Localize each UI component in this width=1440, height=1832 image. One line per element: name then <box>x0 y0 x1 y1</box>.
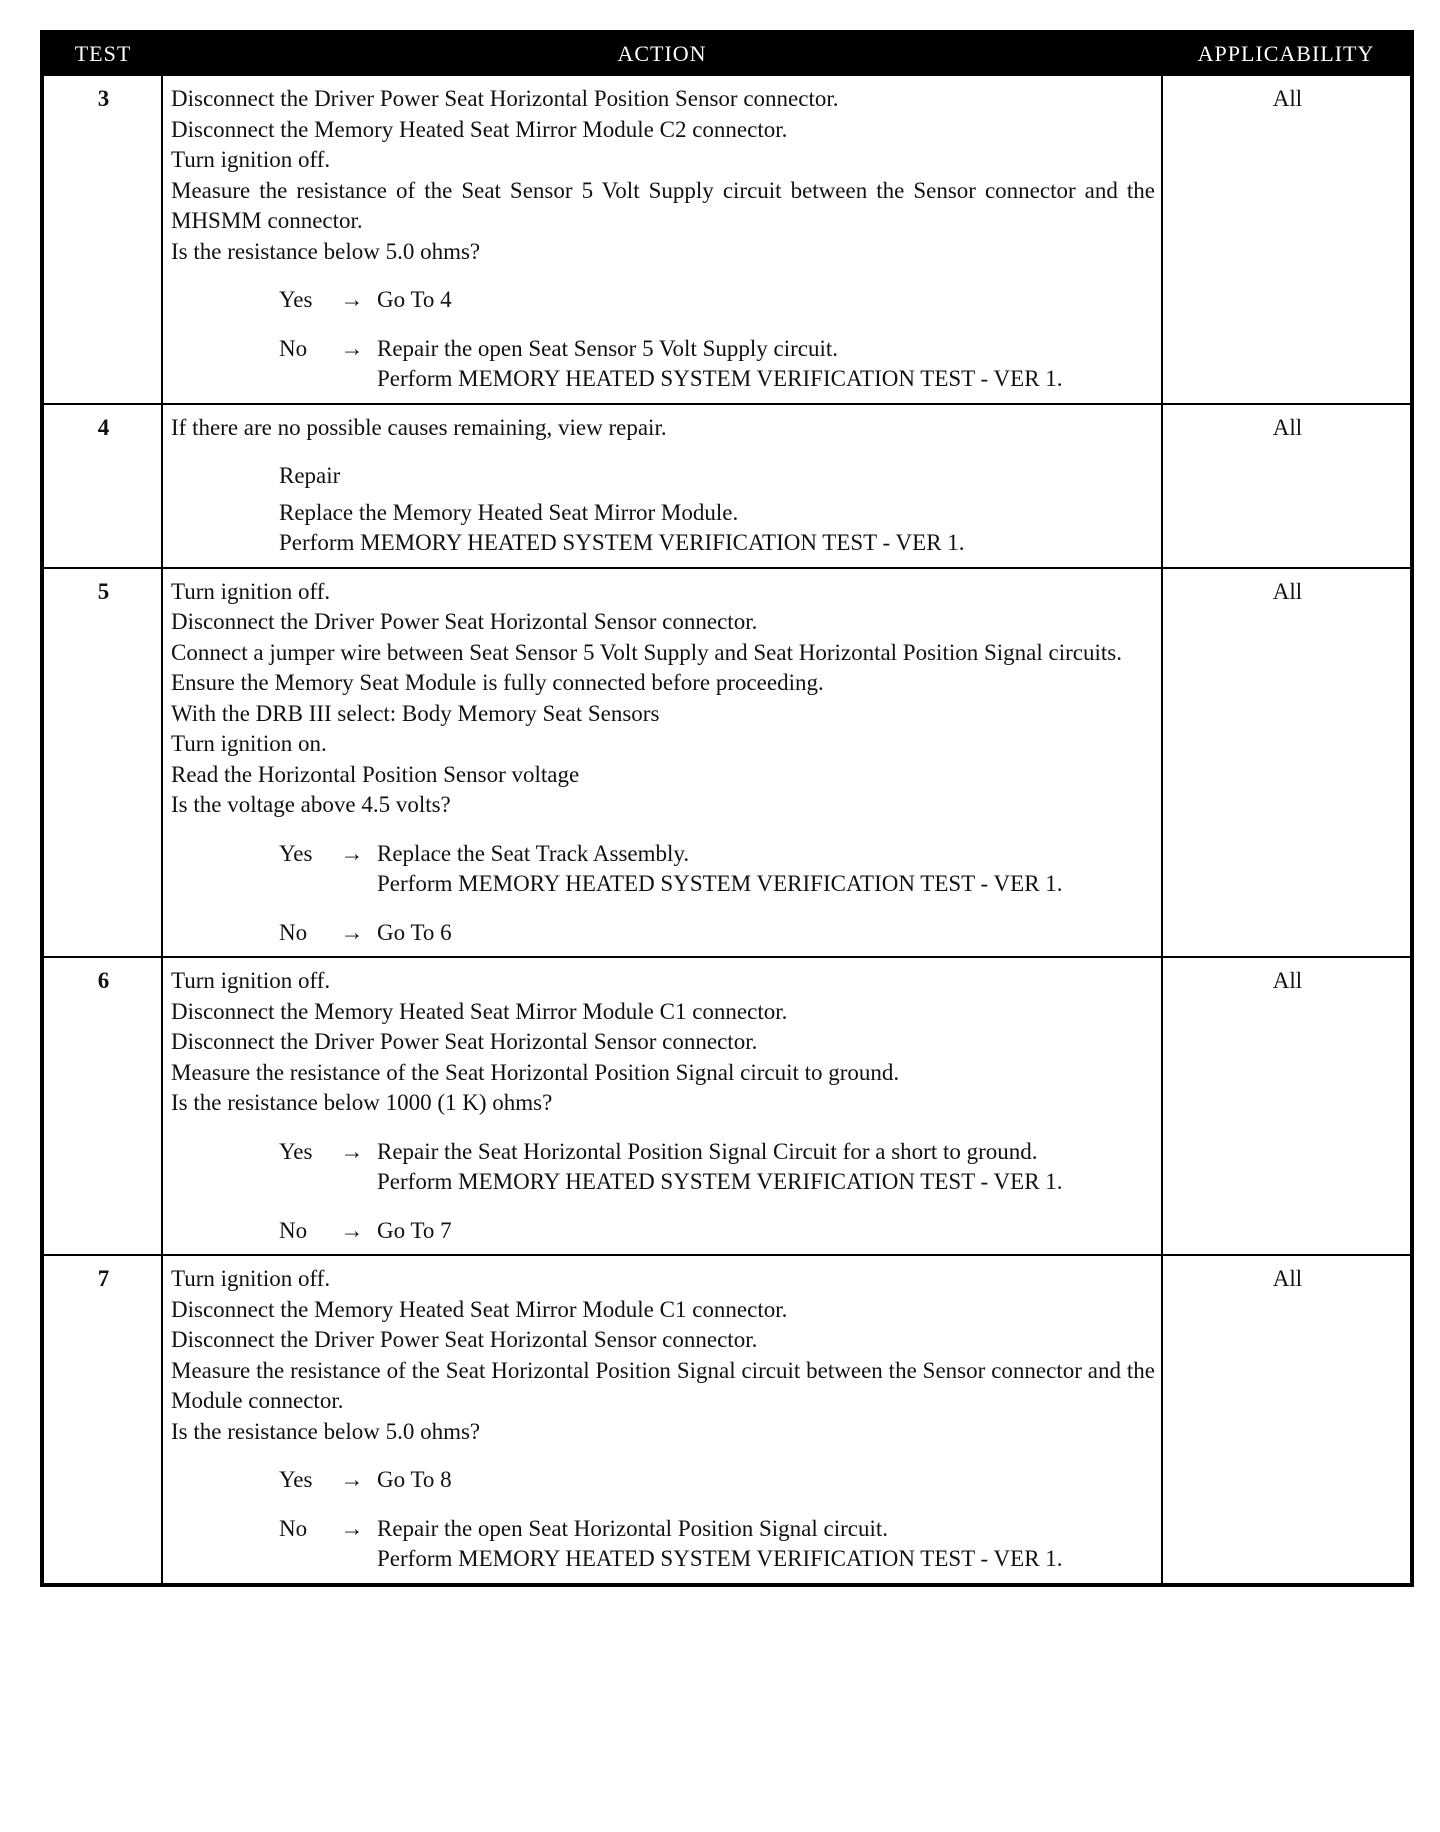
yes-result-line: Go To 8 <box>377 1467 452 1492</box>
no-label: No <box>279 1217 308 1243</box>
applicability-value: All <box>1162 568 1412 958</box>
yes-result <box>377 285 1155 316</box>
yes-result <box>377 1465 1155 1496</box>
action-line: If there are no possible causes remaining, view repair. <box>171 414 667 440</box>
action-line: Is the resistance below 1000 (1 K) ohms? <box>171 1090 553 1115</box>
action-line: Turn ignition on. <box>171 731 327 756</box>
action-line: Connect a jumper wire between Seat Sensor 5 Volt Supply and Seat Horizontal Position Signal circuits. <box>171 639 1122 665</box>
arrow-icon: → <box>340 919 364 945</box>
yes-result <box>377 839 1155 900</box>
no-result <box>377 1514 1155 1575</box>
applicability-value: All <box>1162 957 1412 1255</box>
no-label: No <box>279 335 308 361</box>
action-line: Is the resistance below 5.0 ohms? <box>171 1418 481 1444</box>
no-result-line: Repair the open Seat Horizontal Position Signal circuit. <box>377 1515 889 1541</box>
yes-label: Yes <box>279 1467 313 1492</box>
arrow-icon: → <box>340 1467 364 1492</box>
table-header-row <box>42 32 1412 75</box>
table-row <box>42 957 1412 1255</box>
yes-result <box>377 1137 1155 1198</box>
header-applicability: APPLICABILITY <box>1162 32 1412 75</box>
action-line: Turn ignition off. <box>171 1266 331 1291</box>
action-line: Turn ignition off. <box>171 147 331 172</box>
no-result-line: Go To 6 <box>377 919 452 945</box>
table-row <box>42 75 1412 404</box>
action-line: Read the Horizontal Position Sensor voltage <box>171 761 580 787</box>
table-row <box>42 404 1412 568</box>
table-row <box>42 568 1412 958</box>
applicability-value: All <box>1162 1255 1412 1585</box>
yes-result-line: Repair the Seat Horizontal Position Signal Circuit for a short to ground. <box>377 1138 1038 1164</box>
yes-result-line: Perform MEMORY HEATED SYSTEM VERIFICATION TEST - VER 1. <box>377 871 1063 896</box>
action-line: Is the resistance below 5.0 ohms? <box>171 238 481 264</box>
no-label: No <box>279 919 308 945</box>
yes-result-line: Perform MEMORY HEATED SYSTEM VERIFICATION TEST - VER 1. <box>377 1169 1063 1194</box>
table-body <box>42 75 1412 1585</box>
no-label: No <box>279 1515 308 1541</box>
yes-response <box>171 1137 1155 1198</box>
action-cell <box>162 404 1162 568</box>
action-cell <box>162 568 1162 958</box>
action-line: Is the voltage above 4.5 volts? <box>171 792 451 817</box>
action-line: Turn ignition off. <box>171 578 331 604</box>
yes-label: Yes <box>279 840 313 866</box>
header-test: TEST <box>42 32 162 75</box>
repair-block <box>171 461 1155 559</box>
action-line: Disconnect the Memory Heated Seat Mirror Module C1 connector. <box>171 1296 788 1322</box>
no-result-line: Perform MEMORY HEATED SYSTEM VERIFICATION TEST - VER 1. <box>377 366 1063 391</box>
no-result <box>377 334 1155 395</box>
yes-label: Yes <box>279 287 313 312</box>
no-response <box>171 334 1155 395</box>
action-line: Disconnect the Driver Power Seat Horizontal Sensor connector. <box>171 609 758 634</box>
test-number: 7 <box>42 1255 162 1585</box>
no-result-line: Go To 7 <box>377 1217 452 1243</box>
action-line: Disconnect the Driver Power Seat Horizontal Sensor connector. <box>171 1327 758 1352</box>
no-result <box>377 918 1155 949</box>
applicability-value: All <box>1162 404 1412 568</box>
no-result-line: Perform MEMORY HEATED SYSTEM VERIFICATION TEST - VER 1. <box>377 1546 1063 1571</box>
action-line: Measure the resistance of the Seat Horizontal Position Signal circuit between the Sensor connector and the Module connector. <box>171 1357 1155 1413</box>
action-line: Disconnect the Memory Heated Seat Mirror Module C1 connector. <box>171 998 788 1024</box>
test-number: 6 <box>42 957 162 1255</box>
arrow-icon: → <box>340 840 364 866</box>
table-row <box>42 1255 1412 1585</box>
yes-result-line: Replace the Seat Track Assembly. <box>377 840 690 866</box>
arrow-icon: → <box>340 287 364 312</box>
test-number: 4 <box>42 404 162 568</box>
arrow-icon: → <box>340 1138 364 1164</box>
yes-response <box>171 285 1155 316</box>
no-result-line: Repair the open Seat Sensor 5 Volt Supply circuit. <box>377 335 839 361</box>
header-action: ACTION <box>162 32 1162 75</box>
action-line: Turn ignition off. <box>171 968 331 993</box>
action-line: Disconnect the Driver Power Seat Horizontal Sensor connector. <box>171 1029 758 1054</box>
repair-line: Perform MEMORY HEATED SYSTEM VERIFICATION TEST - VER 1. <box>279 530 965 555</box>
no-response <box>171 1216 1155 1247</box>
yes-response <box>171 1465 1155 1496</box>
action-line: Measure the resistance of the Seat Horizontal Position Signal circuit to ground. <box>171 1059 900 1085</box>
action-line: With the DRB III select: Body Memory Seat Sensors <box>171 700 660 726</box>
repair-label: Repair <box>279 463 341 488</box>
applicability-value: All <box>1162 75 1412 404</box>
action-line: Disconnect the Driver Power Seat Horizontal Position Sensor connector. <box>171 86 839 111</box>
arrow-icon: → <box>340 335 364 361</box>
action-line: Measure the resistance of the Seat Sensor 5 Volt Supply circuit between the Sensor connector and the MHSMM connector. <box>171 177 1155 233</box>
no-result <box>377 1216 1155 1247</box>
action-cell <box>162 957 1162 1255</box>
arrow-icon: → <box>340 1515 364 1541</box>
test-number: 5 <box>42 568 162 958</box>
repair-instructions <box>171 498 1155 559</box>
arrow-icon: → <box>340 1217 364 1243</box>
repair-line: Replace the Memory Heated Seat Mirror Module. <box>279 499 739 525</box>
action-line: Disconnect the Memory Heated Seat Mirror Module C2 connector. <box>171 116 788 142</box>
test-number: 3 <box>42 75 162 404</box>
yes-result-line: Go To 4 <box>377 287 452 312</box>
yes-label: Yes <box>279 1138 313 1164</box>
action-cell <box>162 1255 1162 1585</box>
action-line: Ensure the Memory Seat Module is fully connected before proceeding. <box>171 670 824 695</box>
yes-response <box>171 839 1155 900</box>
no-response <box>171 918 1155 949</box>
action-cell <box>162 75 1162 404</box>
no-response <box>171 1514 1155 1575</box>
diagnostic-test-table <box>40 30 1414 1587</box>
